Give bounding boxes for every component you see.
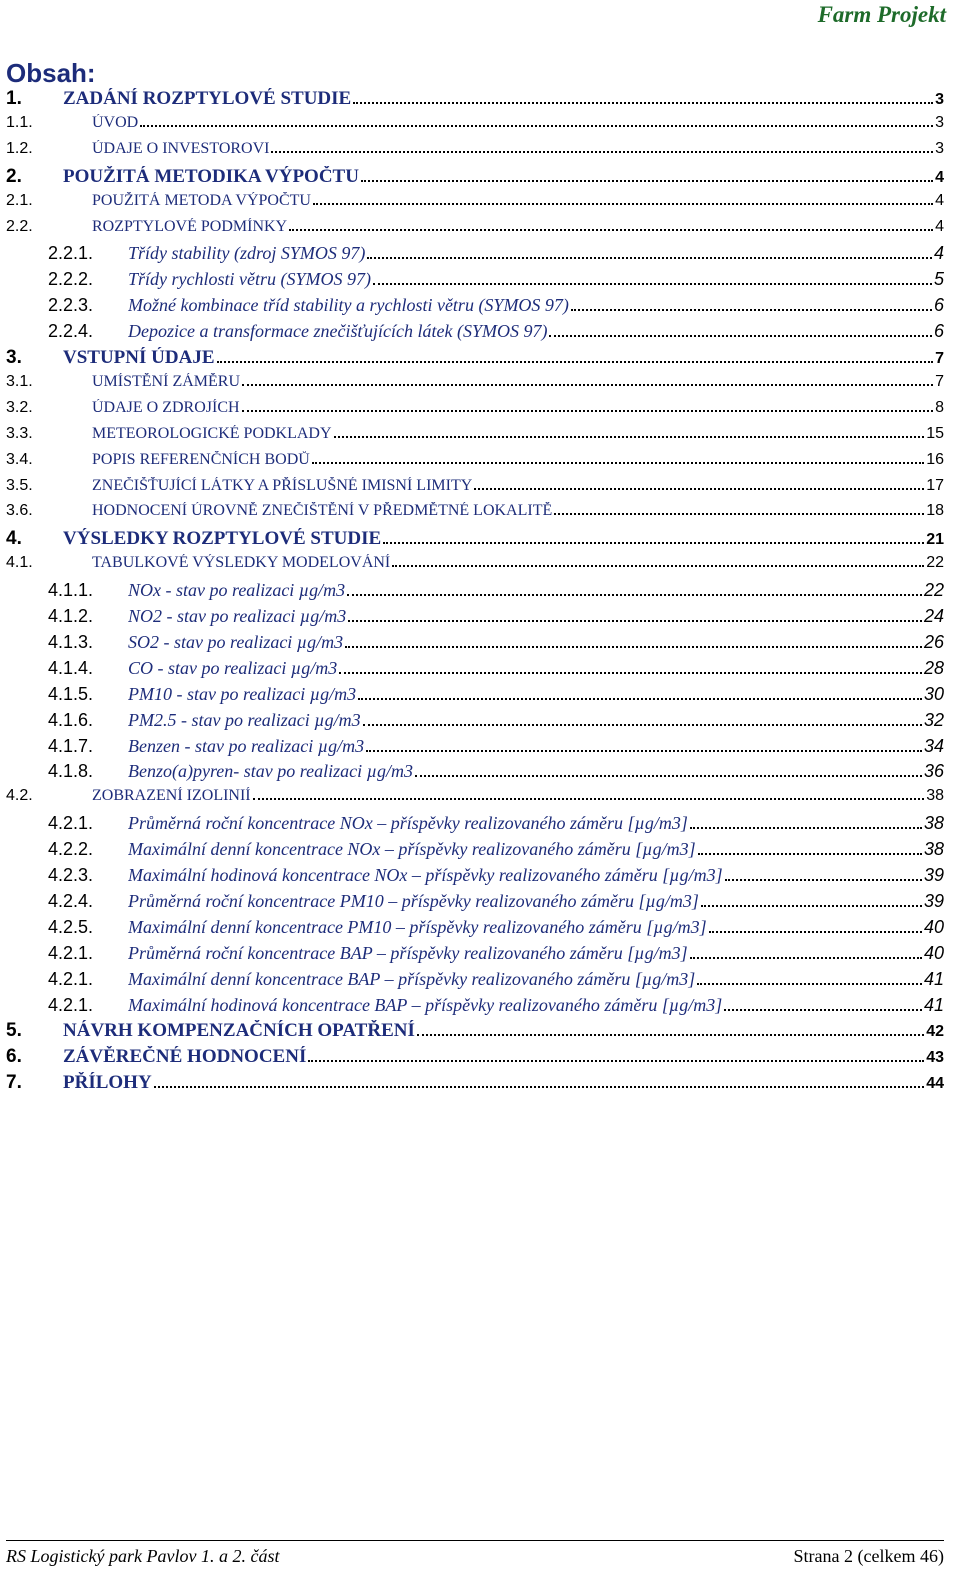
header-brand: Farm Projekt: [817, 2, 946, 27]
toc-entry[interactable]: [0, 632, 960, 653]
toc-leader-dots: [417, 1033, 924, 1036]
toc-entry-page: 38: [923, 813, 944, 834]
toc-entry-title: HODNOCENÍ ÚROVNĚ ZNEČIŠTĚNÍ V PŘEDMĚTNÉ LOKALITĚ: [92, 502, 553, 520]
toc-entry-title: Třídy stability (zdroj SYMOS 97): [128, 243, 366, 264]
toc-entry-page: 40: [923, 916, 944, 937]
toc-entry-number: 4.1.3.: [48, 631, 94, 652]
toc-leader-dots: [339, 671, 922, 674]
toc-entry-number: 3.4.: [6, 450, 33, 468]
toc-entry[interactable]: [0, 140, 960, 158]
toc-entry-page: 18: [926, 502, 944, 520]
toc-entry-title: Depozice a transformace znečišťujících látek (SYMOS 97): [128, 321, 548, 342]
toc-entry-number: 4.: [6, 528, 22, 550]
toc-entry[interactable]: [0, 1072, 960, 1094]
toc-entry[interactable]: [0, 425, 960, 443]
toc-title: Obsah:: [6, 58, 96, 88]
toc-entry[interactable]: [0, 606, 960, 627]
toc-entry-page: 3: [935, 91, 944, 108]
toc-entry[interactable]: [0, 891, 960, 912]
toc-entry-number: 4.2.3.: [48, 865, 94, 885]
toc-entry-title: POUŽITÁ METODA VÝPOČTU: [92, 191, 311, 209]
toc-entry-title: TABULKOVÉ VÝSLEDKY MODELOVÁNÍ: [92, 554, 391, 572]
toc-entry-page: 36: [923, 761, 944, 782]
toc-entry-page: 6: [933, 321, 944, 342]
toc-entry-number: 4.1.5.: [48, 683, 94, 704]
toc-entry-page: 4: [935, 217, 944, 235]
toc-entry[interactable]: [0, 166, 960, 188]
toc-entry-title: ZÁVĚREČNÉ HODNOCENÍ: [63, 1046, 307, 1068]
toc-entry-number: 3.2.: [6, 398, 33, 416]
toc-entry[interactable]: [0, 373, 960, 391]
toc-entry-title: ÚVOD: [92, 113, 139, 131]
toc-entry-page: 40: [923, 942, 944, 963]
toc-entry-title: Maximální denní koncentrace BAP – příspěvky realizovaného záměru [µg/m3]: [128, 968, 696, 989]
toc-entry-title: Třídy rychlosti větru (SYMOS 97): [128, 269, 371, 290]
toc-entry-page: 4: [935, 191, 944, 209]
toc-entry-number: 6.: [6, 1046, 22, 1068]
toc-entry-page: 3: [935, 139, 944, 157]
toc-entry-number: 4.1.1.: [48, 580, 94, 601]
toc-entry-title: Možné kombinace tříd stability a rychlosti větru (SYMOS 97): [128, 295, 569, 316]
toc-entry-title: ZOBRAZENÍ IZOLINIÍ: [92, 787, 251, 805]
toc-leader-dots: [373, 282, 932, 285]
toc-entry[interactable]: [0, 943, 960, 964]
toc-leader-dots: [334, 435, 925, 438]
toc-entry-number: 3.1.: [6, 372, 33, 390]
toc-entry-page: 16: [926, 450, 944, 468]
toc-entry-number: 2.2.4.: [48, 321, 94, 342]
toc-entry[interactable]: [0, 969, 960, 990]
toc-leader-dots: [348, 619, 922, 622]
toc-entry-page: 32: [923, 709, 944, 730]
toc-entry-page: 44: [926, 1075, 944, 1093]
toc-entry[interactable]: [0, 736, 960, 757]
toc-entry[interactable]: [0, 813, 960, 834]
toc-entry-number: 4.2.1.: [48, 942, 94, 963]
toc-entry-title: Benzen - stav po realizaci µg/m3: [128, 735, 365, 756]
toc-entry[interactable]: [0, 321, 960, 342]
toc-entry-number: 4.1.8.: [48, 761, 94, 782]
toc-entry[interactable]: [0, 347, 960, 369]
toc-entry-page: 39: [923, 890, 944, 911]
toc-entry[interactable]: [0, 192, 960, 210]
toc-entry-page: 38: [923, 839, 944, 860]
toc-entry-title: VSTUPNÍ ÚDAJE: [63, 347, 215, 368]
toc-entry-page: 21: [926, 531, 944, 549]
toc-leader-dots: [701, 904, 922, 907]
toc-entry-title: PŘÍLOHY: [63, 1072, 152, 1094]
toc-entry[interactable]: [0, 787, 960, 805]
toc-leader-dots: [474, 487, 924, 490]
toc-leader-dots: [358, 697, 922, 700]
toc-entry-title: SO2 - stav po realizaci µg/m3: [128, 631, 344, 652]
toc-entry-number: 4.1.7.: [48, 735, 94, 756]
toc-entry[interactable]: [0, 502, 960, 520]
toc-entry[interactable]: [0, 839, 960, 860]
toc-entry[interactable]: [0, 658, 960, 679]
toc-entry-title: VÝSLEDKY ROZPTYLOVÉ STUDIE: [63, 528, 382, 550]
toc-leader-dots: [242, 409, 934, 412]
toc-leader-dots: [271, 150, 933, 153]
toc-entry[interactable]: [0, 88, 960, 110]
toc-entry-title: UMÍSTĚNÍ ZÁMĚRU: [92, 372, 240, 390]
toc-entry-title: NO2 - stav po realizaci µg/m3: [128, 606, 347, 626]
toc-leader-dots: [253, 797, 925, 800]
toc-entry-page: 17: [926, 476, 944, 494]
toc-entry[interactable]: [0, 995, 960, 1016]
toc-entry-number: 4.1.2.: [48, 606, 94, 626]
toc-leader-dots: [697, 982, 922, 985]
toc-entry[interactable]: [0, 684, 960, 705]
toc-entry-page: 24: [923, 606, 944, 626]
toc-entry[interactable]: [0, 243, 960, 264]
toc-entry-page: 5: [933, 269, 944, 290]
toc-entry-number: 5.: [6, 1020, 22, 1042]
toc-entry-page: 30: [923, 683, 944, 704]
toc-entry-title: PM2.5 - stav po realizaci µg/m3: [128, 709, 361, 730]
toc-entry-page: 3: [935, 113, 944, 131]
toc-entry-title: ZADÁNÍ ROZPTYLOVÉ STUDIE: [63, 88, 352, 109]
toc-entry-number: 1.: [6, 88, 22, 109]
toc-entry-title: POUŽITÁ METODIKA VÝPOČTU: [63, 165, 359, 187]
toc-entry[interactable]: [0, 399, 960, 417]
toc-entry-number: 3.5.: [6, 476, 33, 494]
toc-entry-number: 3.3.: [6, 424, 33, 442]
toc-entry-number: 4.2.4.: [48, 890, 94, 911]
toc-entry-number: 4.2.5.: [48, 916, 94, 937]
toc-entry[interactable]: [0, 580, 960, 601]
toc-entry-page: 4: [935, 168, 944, 186]
toc-entry-page: 22: [923, 580, 944, 601]
toc-entry[interactable]: [0, 761, 960, 782]
toc-entry-page: 43: [926, 1049, 944, 1067]
toc-leader-dots: [347, 593, 922, 596]
toc-leader-dots: [242, 383, 933, 386]
toc-entry-number: 3.: [6, 347, 22, 368]
toc-entry-number: 2.2.3.: [48, 295, 94, 316]
toc-entry[interactable]: [0, 710, 960, 731]
toc-leader-dots: [698, 852, 922, 855]
toc-entry[interactable]: [0, 554, 960, 572]
toc-leader-dots: [571, 308, 932, 311]
toc-entry[interactable]: [0, 269, 960, 290]
toc-entry-page: 38: [926, 787, 944, 805]
toc-entry-title: POPIS REFERENČNÍCH BODŮ: [92, 450, 310, 468]
toc-entry-page: 34: [923, 735, 944, 756]
toc-leader-dots: [217, 360, 934, 363]
toc-entry-title: Maximální hodinová koncentrace BAP – příspěvky realizovaného záměru [µg/m3]: [128, 994, 723, 1015]
toc-leader-dots: [353, 101, 933, 104]
toc-entry[interactable]: [0, 1020, 960, 1042]
toc-entry-page: 41: [923, 994, 944, 1015]
toc-entry-number: 4.2.1.: [48, 813, 94, 834]
toc-entry-page: 42: [926, 1023, 944, 1041]
toc-entry-number: 4.2.1.: [48, 994, 94, 1015]
toc-leader-dots: [415, 774, 922, 777]
toc-entry-number: 4.1.4.: [48, 657, 94, 678]
toc-entry-title: NÁVRH KOMPENZAČNÍCH OPATŘENÍ: [63, 1020, 415, 1042]
toc-entry-number: 2.2.2.: [48, 269, 94, 290]
toc-entry[interactable]: [0, 114, 960, 132]
toc-entry[interactable]: [0, 917, 960, 938]
toc-entry-number: 4.2.2.: [48, 839, 94, 860]
toc-leader-dots: [289, 228, 933, 231]
toc-leader-dots: [312, 461, 924, 464]
toc-entry-title: ÚDAJE O INVESTOROVI: [92, 139, 270, 157]
toc-leader-dots: [361, 179, 933, 182]
toc-entry-title: Maximální denní koncentrace NOx – příspěvky realizovaného záměru [µg/m3]: [128, 839, 696, 860]
toc-entry-page: 22: [926, 554, 944, 572]
toc-entry[interactable]: [0, 477, 960, 495]
toc-entry-title: METEOROLOGICKÉ PODKLADY: [92, 424, 332, 442]
toc-entry-title: Benzo(a)pyren- stav po realizaci µg/m3: [128, 761, 413, 782]
toc-entry-title: NOx - stav po realizaci µg/m3: [128, 580, 346, 601]
toc-entry[interactable]: [0, 218, 960, 236]
toc-entry-title: PM10 - stav po realizaci µg/m3: [128, 683, 357, 704]
toc-leader-dots: [725, 878, 922, 881]
toc-leader-dots: [313, 202, 933, 205]
toc-entry-number: 2.1.: [6, 191, 33, 209]
toc-entry-number: 4.1.6.: [48, 709, 94, 730]
toc-leader-dots: [690, 826, 922, 829]
toc-entry-page: 7: [935, 372, 944, 390]
toc-entry-number: 2.2.1.: [48, 243, 94, 264]
toc-leader-dots: [154, 1085, 925, 1088]
toc-leader-dots: [140, 124, 933, 127]
toc-entry-page: 4: [933, 243, 944, 264]
toc-entry-number: 7.: [6, 1072, 22, 1094]
toc-entry-number: 4.2.: [6, 787, 33, 805]
toc-leader-dots: [363, 723, 922, 726]
toc-entry-title: Průměrná roční koncentrace NOx – příspěvky realizovaného záměru [µg/m3]: [128, 813, 688, 834]
toc-entry-page: 6: [933, 295, 944, 316]
footer-divider: [6, 1540, 944, 1541]
toc-leader-dots: [554, 512, 924, 515]
footer-document-name: RS Logistický park Pavlov 1. a 2. část: [6, 1546, 280, 1566]
toc-leader-dots: [724, 1008, 922, 1011]
toc-entry-number: 1.1.: [6, 113, 33, 131]
toc-entry-page: 26: [923, 631, 944, 652]
toc-entry-title: Průměrná roční koncentrace BAP – příspěvky realizovaného záměru [µg/m3]: [128, 942, 688, 963]
toc-leader-dots: [367, 256, 932, 259]
toc-entry-title: Maximální denní koncentrace PM10 – příspěvky realizovaného záměru [µg/m3]: [128, 916, 707, 937]
toc-entry[interactable]: [0, 295, 960, 316]
toc-leader-dots: [308, 1059, 924, 1062]
toc-entry-title: ZNEČIŠŤUJÍCÍ LÁTKY A PŘÍSLUŠNÉ IMISNÍ LIMITY: [92, 476, 473, 494]
toc-entry-title: ROZPTYLOVÉ PODMÍNKY: [92, 217, 288, 235]
toc-leader-dots: [549, 334, 932, 337]
toc-entry-page: 41: [923, 968, 944, 989]
toc-entry-number: 4.2.1.: [48, 968, 94, 989]
toc-entry-number: 4.1.: [6, 554, 33, 572]
toc-entry-page: 39: [923, 865, 944, 885]
toc-entry[interactable]: [0, 451, 960, 469]
toc-leader-dots: [709, 930, 922, 933]
toc-leader-dots: [690, 956, 922, 959]
toc-entry-number: 2.: [6, 165, 22, 187]
toc-entry-page: 7: [935, 350, 944, 367]
toc-entry-number: 2.2.: [6, 217, 33, 235]
toc-entry-page: 15: [926, 424, 944, 442]
toc-leader-dots: [383, 541, 924, 544]
toc-entry-title: Průměrná roční koncentrace PM10 – příspěvky realizovaného záměru [µg/m3]: [128, 890, 699, 911]
toc-entry-title: CO - stav po realizaci µg/m3: [128, 657, 338, 678]
toc-entry-title: Maximální hodinová koncentrace NOx – příspěvky realizovaného záměru [µg/m3]: [128, 865, 723, 885]
toc-entry-page: 28: [923, 657, 944, 678]
toc-leader-dots: [345, 645, 922, 648]
toc-entry-number: 3.6.: [6, 502, 33, 520]
toc-entry[interactable]: [0, 528, 960, 550]
toc-entry-number: 1.2.: [6, 139, 33, 157]
toc-entry[interactable]: [0, 1046, 960, 1068]
toc-entry-title: ÚDAJE O ZDROJÍCH: [92, 398, 240, 416]
toc-leader-dots: [392, 564, 924, 567]
toc-leader-dots: [366, 749, 922, 752]
footer-page-number: Strana 2 (celkem 46): [793, 1546, 944, 1566]
toc-entry-page: 8: [935, 398, 944, 416]
toc-entry[interactable]: [0, 865, 960, 886]
